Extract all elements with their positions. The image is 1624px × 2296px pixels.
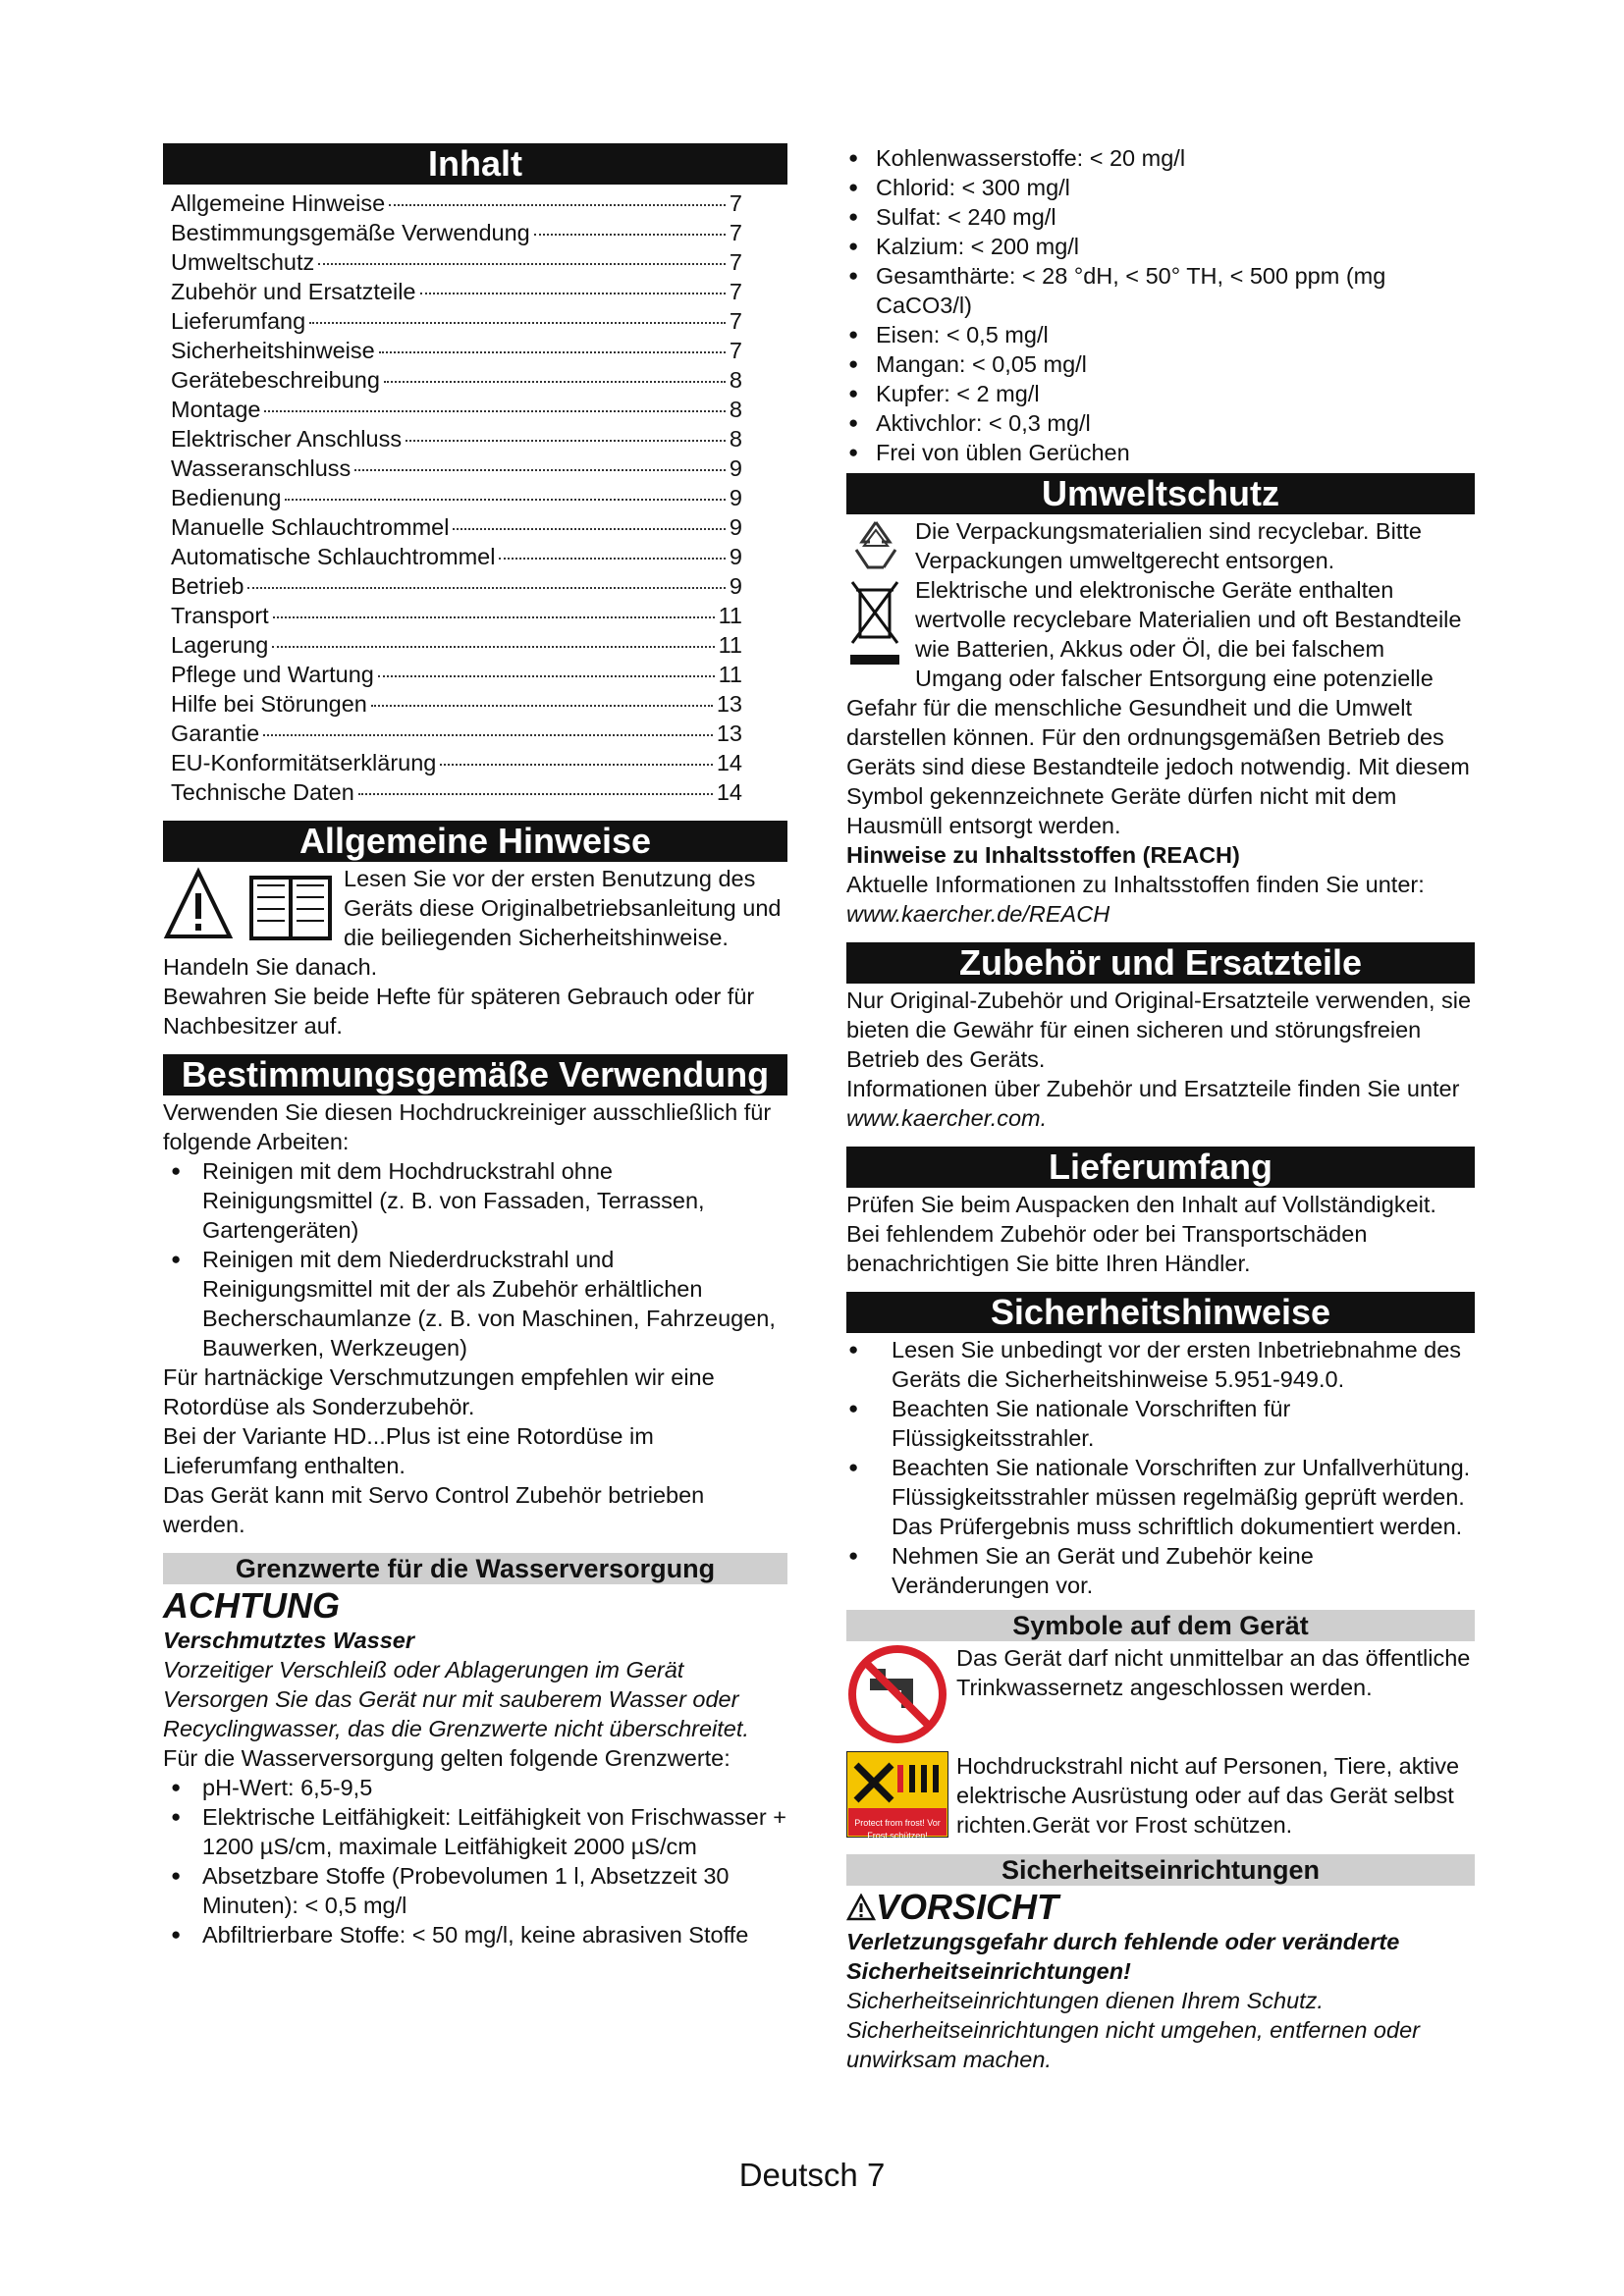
zubehoer-text1: Nur Original-Zubehör und Original-Ersatzteile verwenden, sie bieten die Gewähr für einen sicheren und störungsfreien Betrieb des Geräts. (846, 988, 1472, 1072)
list-item: ● Abfiltrierbare Stoffe: < 50 mg/l, keine abrasiven Stoffe (163, 1920, 787, 1949)
reach-paragraph (846, 870, 1475, 929)
toc-entry[interactable] (163, 660, 787, 689)
toc-entry-page: 11 (718, 603, 742, 628)
toc-leader-dots (389, 204, 726, 206)
toc-leader-dots (318, 263, 726, 265)
liefer-text: Prüfen Sie beim Auspacken den Inhalt auf Vollständigkeit. Bei fehlendem Zubehör oder bei Transportschäden benachrichtigen Sie bitte Ihren Händler. (846, 1192, 1436, 1276)
toc-leader-dots (384, 381, 726, 383)
toc-entry-label: Montage (171, 397, 261, 422)
toc-leader-dots (285, 499, 726, 501)
toc-entry[interactable] (163, 571, 787, 601)
toc-entry-label: EU-Konformitätserklärung (171, 750, 437, 775)
no-drinking-water-connection-icon (846, 1643, 948, 1745)
bestimmung-text2: Bei der Variante HD...Plus ist eine Rotordüse im Lieferumfang enthalten. (163, 1423, 654, 1478)
toc-entry[interactable] (163, 424, 787, 454)
einrichtungen-heading: Sicherheitseinrichtungen (846, 1854, 1475, 1886)
achtung-text: Vorzeitiger Verschleiß oder Ablagerungen im Gerät Versorgen Sie das Gerät nur mit sauberem Wasser oder Recyclingwasser, das die Grenzwerte nicht überschreitet. (163, 1657, 749, 1741)
list-item: ● Beachten Sie nationale Vorschriften für Flüssigkeitsstrahler. (846, 1394, 1475, 1453)
bestimmung-intro: Verwenden Sie diesen Hochdruckreiniger ausschließlich für folgende Arbeiten: (163, 1099, 772, 1154)
list-item: ● Eisen: < 0,5 mg/l (846, 320, 1475, 349)
list-item: ● Aktivchlor: < 0,3 mg/l (846, 408, 1475, 438)
umwelt-block (846, 516, 1475, 929)
sicherheit-list (846, 1335, 1475, 1600)
toc-entry-page: 14 (716, 779, 742, 805)
manual-warning-icons (163, 864, 340, 952)
toc-entry[interactable] (163, 454, 787, 483)
book-icon (251, 878, 330, 938)
list-item: ● Reinigen mit dem Hochdruckstrahl ohne Reinigungsmittel (z. B. von Fassaden, Terrassen, Gartengeräten) (163, 1156, 787, 1245)
toc-leader-dots (354, 469, 726, 471)
umwelt-icons (846, 516, 911, 675)
allgemeine-text2: Bewahren Sie beide Hefte für späteren Gebrauch oder für Nachbesitzer auf. (163, 984, 755, 1039)
toc-entry[interactable] (163, 512, 787, 542)
allgemeine-block (163, 864, 787, 1041)
vorsicht-subtitle: Verletzungsgefahr durch fehlende oder veränderte Sicherheitseinrichtungen! (846, 1929, 1400, 1984)
toc-leader-dots (420, 293, 726, 294)
page-footer (0, 2156, 1624, 2195)
toc-entry-label: Umweltschutz (171, 249, 315, 275)
toc-entry-label: Elektrischer Anschluss (171, 426, 403, 452)
list-item: ● Frei von üblen Gerüchen (846, 438, 1475, 467)
zubehoer-text2: Informationen über Zubehör und Ersatzteile finden Sie unter (846, 1076, 1460, 1101)
toc-entry-page: 8 (729, 426, 742, 452)
symbol-text-1: Das Gerät darf nicht unmittelbar an das öffentliche Trinkwassernetz angeschlossen werden. (956, 1645, 1471, 1700)
allgemeine-text1: Lesen Sie vor der ersten Benutzung des Geräts diese Originalbetriebsanleitung und die beiliegenden Sicherheitshinweise. Handeln Sie danach. (163, 866, 782, 980)
toc-entry[interactable] (163, 365, 787, 395)
bestimmung-heading: Bestimmungsgemäße Verwendung (163, 1054, 787, 1095)
toc-entry-label: Lagerung (171, 632, 269, 658)
left-column (163, 143, 787, 1949)
toc-entry-label: Wasseranschluss (171, 455, 352, 481)
symbol-text-2: Hochdruckstrahl nicht auf Personen, Tiere, aktive elektrische Ausrüstung oder auf das Gerät selbst richten.Gerät vor Frost schützen. (956, 1753, 1460, 1838)
toc-leader-dots (272, 646, 714, 648)
toc-entry-label: Automatische Schlauchtrommel (171, 544, 496, 569)
toc-entry-page: 13 (716, 691, 742, 717)
toc-entry-label: Garantie (171, 721, 260, 746)
list-item: ● Elektrische Leitfähigkeit: Leitfähigkeit von Frischwasser + 1200 µS/cm, maximale Leitfähigkeit 2000 µS/cm (163, 1802, 787, 1861)
reach-text: Aktuelle Informationen zu Inhaltsstoffen finden Sie unter: (846, 872, 1425, 897)
achtung-subtitle: Verschmutztes Wasser (163, 1628, 415, 1653)
toc-leader-dots (406, 440, 726, 442)
toc-entry[interactable] (163, 630, 787, 660)
reach-title: Hinweise zu Inhaltsstoffen (REACH) (846, 842, 1240, 868)
list-item: ● Gesamthärte: < 28 °dH, < 50° TH, < 500 ppm (mg CaCO3/l) (846, 261, 1475, 320)
toc-entry-label: Gerätebeschreibung (171, 367, 380, 393)
vorsicht-text: VORSICHT (876, 1887, 1059, 1927)
toc-entry[interactable] (163, 395, 787, 424)
toc-entry-page: 7 (729, 279, 742, 304)
toc-leader-dots (247, 587, 725, 589)
toc-entry[interactable] (163, 601, 787, 630)
toc-entry-page: 7 (729, 249, 742, 275)
list-item: ● Kalzium: < 200 mg/l (846, 232, 1475, 261)
toc-entry[interactable] (163, 777, 787, 807)
allgemeine-heading: Allgemeine Hinweise (163, 821, 787, 862)
toc-leader-dots (263, 734, 713, 736)
toc-entry[interactable] (163, 247, 787, 277)
toc-entry[interactable] (163, 719, 787, 748)
toc-entry[interactable] (163, 542, 787, 571)
toc-entry-page: 9 (729, 544, 742, 569)
toc-leader-dots (534, 234, 726, 236)
zubehoer-link[interactable]: www.kaercher.com. (846, 1105, 1048, 1131)
toc-entry-label: Bedienung (171, 485, 282, 510)
list-item: ● Chlorid: < 300 mg/l (846, 173, 1475, 202)
toc-leader-dots (499, 558, 725, 560)
list-item: ● Absetzbare Stoffe (Probevolumen 1 l, Absetzzeit 30 Minuten): < 0,5 mg/l (163, 1861, 787, 1920)
sicherheit-heading: Sicherheitshinweise (846, 1292, 1475, 1333)
footer-language: Deutsch (738, 2157, 858, 2193)
toc-entry-page: 11 (718, 662, 742, 687)
toc-heading: Inhalt (163, 143, 787, 185)
toc-leader-dots (309, 322, 726, 324)
toc-leader-dots (440, 764, 713, 766)
list-item: ● Beachten Sie nationale Vorschriften zur Unfallverhütung. Flüssigkeitsstrahler müssen regelmäßig geprüft werden. Das Prüfergebnis muss schriftlich dokumentiert werden. (846, 1453, 1475, 1541)
toc-entry[interactable] (163, 748, 787, 777)
grenzwerte-list (163, 1773, 787, 1949)
toc-leader-dots (371, 705, 713, 707)
toc-leader-dots (358, 793, 713, 795)
vorsicht-body: Sicherheitseinrichtungen dienen Ihrem Schutz. Sicherheitseinrichtungen nicht umgehen, entfernen oder unwirksam machen. (846, 1988, 1420, 2072)
toc-entry-label: Lieferumfang (171, 308, 306, 334)
list-item: ● pH-Wert: 6,5-9,5 (163, 1773, 787, 1802)
list-item: ● Nehmen Sie an Gerät und Zubehör keine Veränderungen vor. (846, 1541, 1475, 1600)
list-item: ● Kupfer: < 2 mg/l (846, 379, 1475, 408)
symbole-heading: Symbole auf dem Gerät (846, 1610, 1475, 1641)
toc-leader-dots (378, 675, 715, 677)
toc-entry-label: Allgemeine Hinweise (171, 190, 386, 216)
toc-entry-page: 11 (718, 632, 742, 658)
toc-entry[interactable] (163, 277, 787, 306)
toc-entry[interactable] (163, 336, 787, 365)
toc-entry-page: 14 (716, 750, 742, 775)
list-item: ● Lesen Sie unbedingt vor der ersten Inbetriebnahme des Geräts die Sicherheitshinweise 5.951-949.0. (846, 1335, 1475, 1394)
recycle-icon (846, 516, 905, 571)
toc-entry-label: Hilfe bei Störungen (171, 691, 367, 717)
toc-entry-label: Pflege und Wartung (171, 662, 374, 687)
toc-entry-label: Technische Daten (171, 779, 354, 805)
warning-triangle-icon (163, 864, 340, 946)
toc-entry-page: 8 (729, 397, 742, 422)
list-item: ● Kohlenwasserstoffe: < 20 mg/l (846, 143, 1475, 173)
toc-entry-page: 7 (729, 220, 742, 245)
toc-entry[interactable] (163, 306, 787, 336)
reach-link[interactable]: www.kaercher.de/REACH (846, 901, 1110, 927)
umwelt-text1: Die Verpackungsmaterialien sind recyclebar. Bitte Verpackungen umweltgerecht entsorgen. (915, 518, 1422, 573)
toc-entry-page: 8 (729, 367, 742, 393)
toc-entry-label: Sicherheitshinweise (171, 338, 375, 363)
toc-entry[interactable] (163, 188, 787, 218)
vorsicht-label (846, 1888, 1475, 1927)
toc-entry-page: 9 (729, 573, 742, 599)
list-item: ● Mangan: < 0,05 mg/l (846, 349, 1475, 379)
toc-entry-page: 7 (729, 338, 742, 363)
toc-entry-page: 9 (729, 455, 742, 481)
toc-entry-label: Transport (171, 603, 269, 628)
bestimmung-list (163, 1156, 787, 1362)
toc-leader-dots (273, 616, 715, 618)
list-item: ● Reinigen mit dem Niederdruckstrahl und Reinigungsmittel mit der als Zubehör erhältlichen Becherschaumlanze (z. B. von Maschinen, Fahrzeugen, Bauwerken, Werkzeugen) (163, 1245, 787, 1362)
umwelt-text2: Elektrische und elektronische Geräte enthalten wertvolle recyclebare Materialien und oft Bestandteile wie Batterien, Akkus oder Öl, die bei falschem Umgang oder falscher Entsorgung eine potenzielle Gefahr für die menschliche Gesundheit und die Umwelt darstellen können. Für den ordnungsgemäßen Betrieb des Geräts sind diese Bestandteile jedoch notwendig. Mit diesem Symbol gekennzeichnete Geräte dürfen nicht mit dem Hausmüll entsorgt werden. (846, 577, 1470, 838)
toc-entry-label: Bestimmungsgemäße Verwendung (171, 220, 530, 245)
zubehoer-heading: Zubehör und Ersatzteile (846, 942, 1475, 984)
liefer-heading: Lieferumfang (846, 1147, 1475, 1188)
grenzwerte-heading: Grenzwerte für die Wasserversorgung (163, 1553, 787, 1584)
toc-entry-page: 9 (729, 485, 742, 510)
right-column (846, 143, 1475, 2074)
toc-leader-dots (379, 351, 726, 353)
umwelt-heading: Umweltschutz (846, 473, 1475, 514)
toc-entry-label: Zubehör und Ersatzteile (171, 279, 416, 304)
grenzwerte-intro: Für die Wasserversorgung gelten folgende Grenzwerte: (163, 1745, 731, 1771)
toc-entry-label: Manuelle Schlauchtrommel (171, 514, 450, 540)
weee-bin-icon (846, 578, 905, 668)
toc-entry-page: 9 (729, 514, 742, 540)
warning-triangle-icon (846, 1894, 876, 1921)
toc-entry[interactable] (163, 689, 787, 719)
achtung-label: ACHTUNG (163, 1585, 340, 1626)
footer-page-number: 7 (866, 2157, 886, 2193)
toc-list (163, 187, 787, 807)
bestimmung-text1: Für hartnäckige Verschmutzungen empfehlen wir eine Rotordüse als Sonderzubehör. (163, 1364, 715, 1419)
toc-leader-dots (453, 528, 725, 530)
toc-entry[interactable] (163, 483, 787, 512)
toc-leader-dots (264, 410, 725, 412)
zubehoer-paragraph2 (846, 1074, 1475, 1133)
toc-entry-page: 13 (716, 721, 742, 746)
symbol-row-2 (846, 1751, 1475, 1844)
toc-entry-page: 7 (729, 190, 742, 216)
toc-entry-label: Betrieb (171, 573, 244, 599)
list-item: ● Sulfat: < 240 mg/l (846, 202, 1475, 232)
high-pressure-warning-sign (846, 1751, 948, 1844)
symbol-row-1 (846, 1643, 1475, 1745)
bestimmung-text3: Das Gerät kann mit Servo Control Zubehör betrieben werden. (163, 1482, 705, 1537)
toc-entry-page: 7 (729, 308, 742, 334)
toc-entry[interactable] (163, 218, 787, 247)
grenzwerte-list-continued (846, 143, 1475, 467)
frost-sign-text: Protect from frost! Vor Frost schützen! (854, 1818, 941, 1841)
